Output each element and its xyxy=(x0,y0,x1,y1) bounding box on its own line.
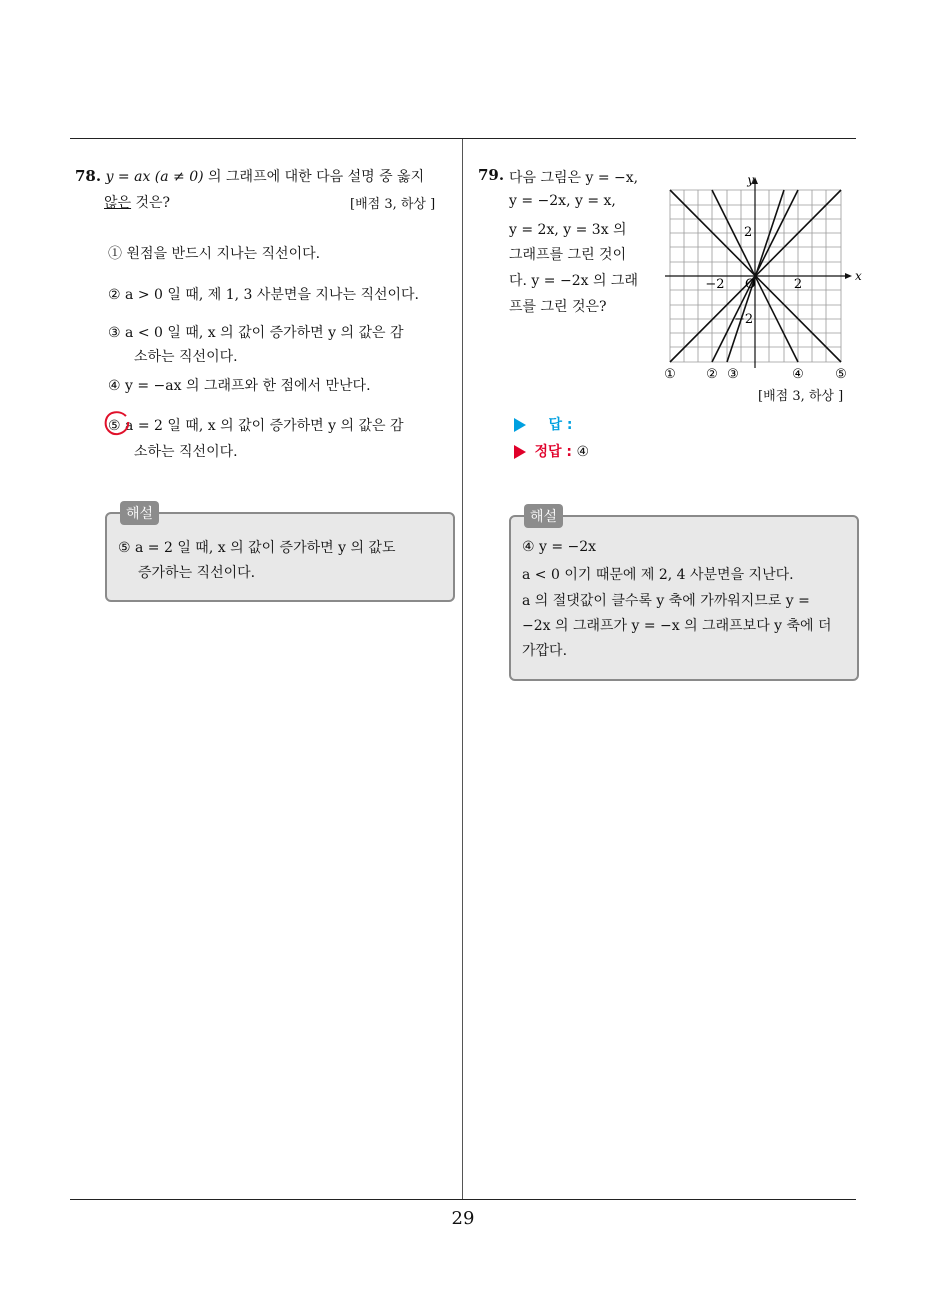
page-number: 29 xyxy=(451,1208,475,1229)
choice-number: ② xyxy=(108,287,121,303)
origin-label: O xyxy=(745,277,756,292)
q78-stem-line2 xyxy=(104,192,170,212)
q78-equation: y = ax (a ≠ 0) xyxy=(105,169,204,185)
q79-graph xyxy=(655,168,865,384)
q78-solution-tag: 해설 xyxy=(120,501,159,525)
choice-number: ① xyxy=(108,246,122,262)
answer-play-icon xyxy=(514,418,526,432)
bottom-rule xyxy=(70,1199,856,1200)
column-divider xyxy=(462,139,463,1199)
tick-x-pos2: 2 xyxy=(793,277,803,292)
q78-choice-5[interactable] xyxy=(108,415,403,435)
q78-choice-3-cont: 소하는 직선이다. xyxy=(134,349,238,365)
x-axis-arrow xyxy=(845,273,852,279)
x-axis-label: x xyxy=(855,269,862,283)
q78-solution-line1: ⑤ a = 2 일 때, x 의 값이 증가하면 y 의 값도 xyxy=(118,540,396,556)
choice-number: ⑤ xyxy=(108,418,121,434)
answer-circle-mark xyxy=(102,410,132,438)
q78-solution-line2: 증가하는 직선이다. xyxy=(138,565,256,581)
choice-text: 원점을 반드시 지나는 직선이다. xyxy=(126,246,321,262)
correct-value: ④ xyxy=(576,444,589,460)
q78-choice-4[interactable] xyxy=(108,375,371,395)
q79-stem-1: 다음 그림은 y = −x, xyxy=(509,170,639,186)
choice-text: a > 0 일 때, 제 1, 3 사분면을 지나는 직선이다. xyxy=(125,287,420,303)
tick-y-neg2: −2 xyxy=(734,312,754,327)
q78-solution-box xyxy=(105,512,455,602)
q78-stem-rest: 것은? xyxy=(131,195,171,211)
line-label-1: ① xyxy=(664,367,676,382)
line-label-5: ⑤ xyxy=(835,367,847,382)
q79-stem-2: y = −2x, y = x, xyxy=(509,193,616,209)
choice-number: ④ xyxy=(108,378,121,394)
correct-label: 정답 : xyxy=(534,444,572,460)
correct-play-icon xyxy=(514,445,526,459)
q79-solution-line2: a < 0 이기 때문에 제 2, 4 사분면을 지난다. xyxy=(522,567,794,583)
tick-x-neg2: −2 xyxy=(705,277,725,292)
choice-text: y = −ax 의 그래프와 한 점에서 만난다. xyxy=(125,378,371,394)
q79-stem-4: 그래프를 그린 것이 xyxy=(509,247,627,263)
choice-text: a = 2 일 때, x 의 값이 증가하면 y 의 값은 감 xyxy=(125,418,404,434)
q78-meta: [배점 3, 하상 ] xyxy=(350,197,436,212)
tick-y-pos2: 2 xyxy=(744,225,753,240)
q79-answer-row xyxy=(514,414,572,434)
q79-solution-tag: 해설 xyxy=(524,504,563,528)
q79-stem-5: 다. y = −2x 의 그래 xyxy=(509,273,638,289)
q79-number: 79. xyxy=(478,166,505,184)
choice-text: a < 0 일 때, x 의 값이 증가하면 y 의 값은 감 xyxy=(125,325,404,341)
q79-solution-line5: 가깝다. xyxy=(522,643,568,659)
q78-stem-text: 의 그래프에 대한 다음 설명 중 옳지 xyxy=(203,169,425,185)
y-axis-label: y xyxy=(747,173,754,187)
q78-stem-underlined: 않은 xyxy=(104,195,132,211)
q78-number: 78. xyxy=(75,167,102,185)
q79-stem-6: 프를 그린 것은? xyxy=(509,299,607,315)
choice-number: ③ xyxy=(108,325,121,341)
line-label-2: ② xyxy=(706,367,718,382)
line-label-3: ③ xyxy=(727,367,739,382)
q79-stem-3: y = 2x, y = 3x 의 xyxy=(509,222,627,238)
line-label-4: ④ xyxy=(792,367,804,382)
q78-choice-3[interactable] xyxy=(108,322,403,342)
q78-choice-5-cont: 소하는 직선이다. xyxy=(134,444,238,460)
top-rule xyxy=(70,138,856,139)
q79-correct-row xyxy=(514,441,589,461)
q79-solution-line3: a 의 절댓값이 클수록 y 축에 가까워지므로 y = xyxy=(522,593,810,609)
q79-solution-line1: ④ y = −2x xyxy=(522,539,597,555)
q78-choice-2[interactable] xyxy=(108,284,419,304)
q79-meta: [배점 3, 하상 ] xyxy=(758,389,844,404)
q78-stem xyxy=(75,166,424,186)
q78-choice-1[interactable] xyxy=(108,243,320,263)
answer-label: 답 : xyxy=(548,417,573,433)
q79-solution-line4: −2x 의 그래프가 y = −x 의 그래프보다 y 축에 더 xyxy=(522,618,832,634)
